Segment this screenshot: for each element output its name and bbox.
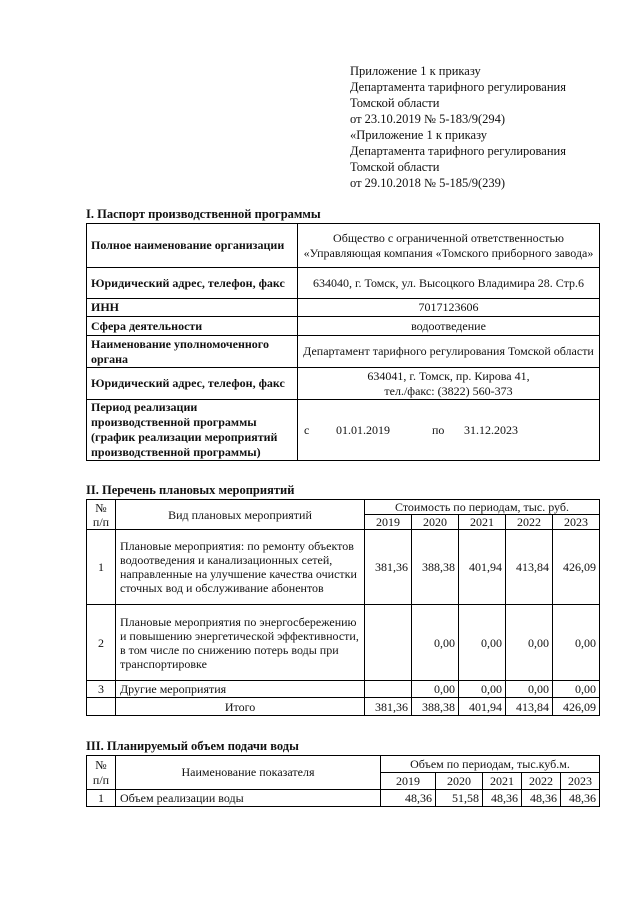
total-label: Итого (116, 698, 365, 716)
row-label: Юридический адрес, телефон, факс (87, 368, 298, 400)
row-value: 381,36 (365, 530, 412, 605)
row-value (365, 605, 412, 681)
row-value: 48,36 (561, 790, 600, 807)
water-volume-table (86, 755, 600, 807)
header-line: от 29.10.2018 № 5-185/9(239) (350, 176, 506, 190)
year-header: 2023 (553, 515, 600, 530)
row-num: 1 (87, 530, 116, 605)
row-label: Юридический адрес, телефон, факс (87, 268, 298, 299)
row-value: 48,36 (381, 790, 436, 807)
header-line: Томской области (350, 96, 440, 110)
total-value: 388,38 (412, 698, 459, 716)
table-row (87, 530, 600, 605)
row-value: 634040, г. Томск, ул. Высоцкого Владимира 28. Стр.6 (298, 268, 600, 299)
col-cost-header: Стоимость по периодам, тыс. руб. (365, 500, 600, 515)
year-header: 2020 (436, 773, 483, 790)
table-row (87, 400, 600, 461)
year-header: 2022 (522, 773, 561, 790)
col-name-header: Наименование показателя (116, 756, 381, 790)
row-label: Сфера деятельности (87, 317, 298, 336)
measures-table (86, 499, 600, 716)
row-name: Плановые мероприятия по энергосбережению и повышению энергетической эффективности, в том числе по снижению потерь воды при транспортировке (116, 605, 365, 681)
total-value: 413,84 (506, 698, 553, 716)
row-label: ИНН (87, 299, 298, 317)
total-value: 401,94 (459, 698, 506, 716)
row-name: Другие мероприятия (116, 681, 365, 698)
row-num: 2 (87, 605, 116, 681)
header-line: Приложение 1 к приказу (350, 64, 481, 78)
row-value: 0,00 (412, 681, 459, 698)
row-value: 0,00 (506, 605, 553, 681)
row-value: 0,00 (459, 681, 506, 698)
row-value: 426,09 (553, 530, 600, 605)
total-row (87, 698, 600, 716)
period-to-word: по (432, 422, 445, 437)
col-name-header: Вид плановых мероприятий (116, 500, 365, 530)
header-line: «Приложение 1 к приказу (350, 128, 488, 142)
header-line: Томской области (350, 160, 440, 174)
row-value: 0,00 (412, 605, 459, 681)
total-num-cell (87, 698, 116, 716)
passport-table (86, 223, 600, 461)
col-num-header: № п/п (87, 756, 116, 790)
row-label: Наименование уполномоченного органа (87, 336, 298, 368)
row-value: 0,00 (553, 605, 600, 681)
row-value: Департамент тарифного регулирования Томской области (298, 336, 600, 368)
row-name: Объем реализации воды (116, 790, 381, 807)
row-label: Полное наименование организации (87, 224, 298, 268)
year-header: 2023 (561, 773, 600, 790)
year-header: 2022 (506, 515, 553, 530)
table-row (87, 299, 600, 317)
header-line: Департамента тарифного регулирования (350, 80, 566, 94)
address-line: 634041, г. Томск, пр. Кирова 41, (367, 368, 530, 383)
row-value (298, 368, 600, 400)
table-header-row (87, 756, 600, 773)
row-num: 1 (87, 790, 116, 807)
period-value (298, 400, 600, 461)
table-row (87, 368, 600, 400)
period-from-date: 01.01.2019 (336, 422, 390, 437)
row-value: 0,00 (459, 605, 506, 681)
table-row (87, 336, 600, 368)
row-name: Плановые мероприятия: по ремонту объектов водоотведения и канализационных сетей, направленные на улучшение качества очистки сточных вод и обслуживание абонентов (116, 530, 365, 605)
table-row (87, 224, 600, 268)
table-header-row (87, 500, 600, 515)
row-value: 401,94 (459, 530, 506, 605)
table-row (87, 268, 600, 299)
header-line: от 23.10.2019 № 5-183/9(294) (350, 112, 506, 126)
period-from-word: с (304, 422, 310, 437)
row-value: 388,38 (412, 530, 459, 605)
row-value: 0,00 (506, 681, 553, 698)
total-value: 426,09 (553, 698, 600, 716)
table-row (87, 317, 600, 336)
phone-line: тел./факс: (3822) 560-373 (384, 383, 513, 398)
row-value: 51,58 (436, 790, 483, 807)
col-volume-header: Объем по периодам, тыс.куб.м. (381, 756, 600, 773)
row-value: 48,36 (522, 790, 561, 807)
table-row (87, 605, 600, 681)
year-header: 2020 (412, 515, 459, 530)
year-header: 2019 (365, 515, 412, 530)
section3-title: III. Планируемый объем подачи воды (86, 739, 299, 753)
row-value: 0,00 (553, 681, 600, 698)
table-row (87, 790, 600, 807)
year-header: 2021 (459, 515, 506, 530)
section1-title: I. Паспорт производственной программы (86, 207, 321, 221)
total-value: 381,36 (365, 698, 412, 716)
row-num: 3 (87, 681, 116, 698)
year-header: 2021 (483, 773, 522, 790)
period-label: Период реализации производственной программы (график реализации мероприятий производственной программы) (87, 400, 298, 461)
row-value: Общество с ограниченной ответственностью «Управляющая компания «Томского приборного завода» (298, 224, 600, 268)
row-value: 413,84 (506, 530, 553, 605)
order-header (350, 63, 620, 191)
header-line: Департамента тарифного регулирования (350, 144, 566, 158)
period-to-date: 31.12.2023 (464, 422, 518, 437)
table-row (87, 681, 600, 698)
section2-title: II. Перечень плановых мероприятий (86, 483, 295, 497)
year-header: 2019 (381, 773, 436, 790)
row-value: водоотведение (298, 317, 600, 336)
row-value: 7017123606 (298, 299, 600, 317)
row-value: 48,36 (483, 790, 522, 807)
row-value (365, 681, 412, 698)
col-num-header: № п/п (87, 500, 116, 530)
